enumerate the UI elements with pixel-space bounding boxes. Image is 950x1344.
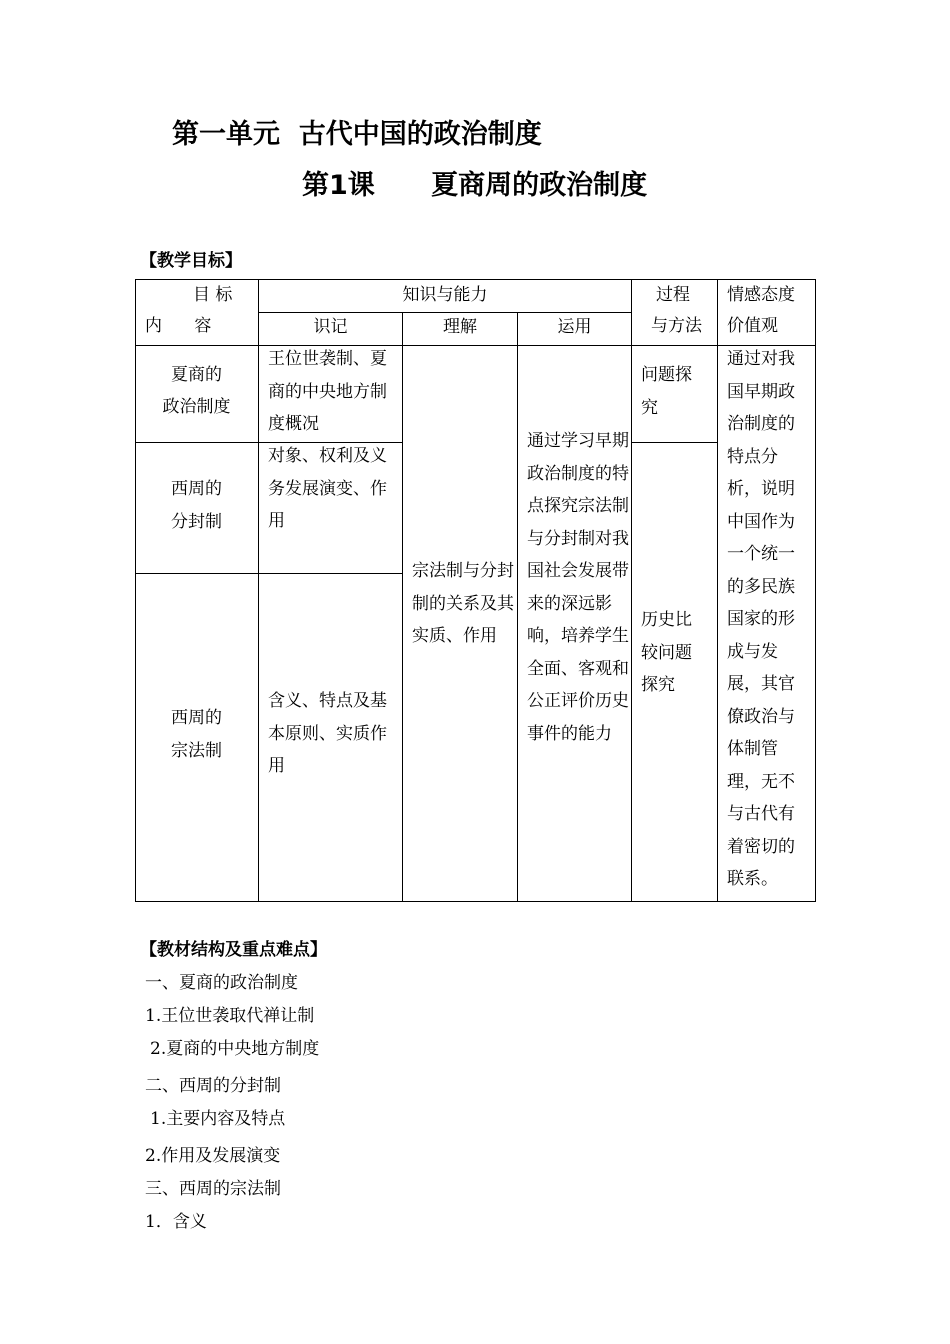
header-recall: 识记 bbox=[313, 317, 348, 337]
outline-item-7: 三、西周的宗法制 bbox=[145, 1179, 281, 1199]
row-zongfa-label-2: 宗法制 bbox=[171, 741, 222, 761]
outline-item-6: 2.作用及发展演变 bbox=[145, 1146, 281, 1166]
header-process: 过程 bbox=[656, 285, 690, 305]
understand-cell: 宗法制与分封制的关系及其实质、作用 bbox=[412, 561, 514, 646]
row-xiashang-process: 问题探究 bbox=[641, 365, 692, 418]
row-fenfeng-label-2: 分封制 bbox=[171, 512, 222, 532]
header-target: 目 标 bbox=[193, 285, 233, 305]
header-emotion: 情感态度 bbox=[727, 285, 795, 305]
header-knowledge-ability: 知识与能力 bbox=[402, 285, 488, 305]
unit-title: 第一单元 古代中国的政治制度 bbox=[172, 119, 542, 150]
process-lower-cell: 历史比较问题探究 bbox=[641, 610, 692, 695]
row-zongfa-label-1: 西周的 bbox=[171, 708, 222, 728]
outline-item-5: 1.主要内容及特点 bbox=[150, 1109, 286, 1129]
apply-cell: 通过学习早期政治制度的特点探究宗法制与分封制对我国社会发展带来的深远影响，培养学生全面、客观和公正评价历史事件的能力 bbox=[527, 431, 629, 744]
objectives-table bbox=[135, 279, 816, 902]
emotion-cell: 通过对我国早期政治制度的特点分析，说明中国作为一个统一的多民族国家的形成与发展，其官僚政治与体制管理，无不与古代有着密切的联系。 bbox=[727, 349, 795, 889]
row-fenfeng-recall: 对象、权利及义务发展演变、作用 bbox=[268, 446, 387, 531]
row-xiashang-label-2: 政治制度 bbox=[162, 397, 231, 417]
lesson-title: 第1课 夏商周的政治制度 bbox=[302, 170, 648, 201]
header-understand: 理解 bbox=[443, 317, 477, 337]
outline-item-2: 1.王位世袭取代禅让制 bbox=[145, 1006, 315, 1026]
row-fenfeng-label-1: 西周的 bbox=[171, 479, 222, 499]
header-apply: 运用 bbox=[557, 317, 592, 337]
outline-item-1: 一、夏商的政治制度 bbox=[145, 973, 298, 993]
teaching-objectives-heading: 【教学目标】 bbox=[140, 251, 242, 271]
outline-item-4: 二、西周的分封制 bbox=[145, 1076, 281, 1096]
header-content: 内 容 bbox=[145, 316, 212, 336]
header-values: 价值观 bbox=[727, 316, 778, 336]
row-xiashang-recall: 王位世袭制、夏商的中央地方制度概况 bbox=[268, 349, 387, 434]
outline-item-8: 1．含义 bbox=[145, 1212, 207, 1232]
structure-heading: 【教材结构及重点难点】 bbox=[140, 940, 327, 960]
row-xiashang-label-1: 夏商的 bbox=[171, 365, 222, 385]
header-process-method: 与方法 bbox=[651, 316, 702, 336]
row-zongfa-recall: 含义、特点及基本原则、实质作用 bbox=[268, 691, 387, 776]
outline-item-3: 2.夏商的中央地方制度 bbox=[150, 1039, 320, 1059]
